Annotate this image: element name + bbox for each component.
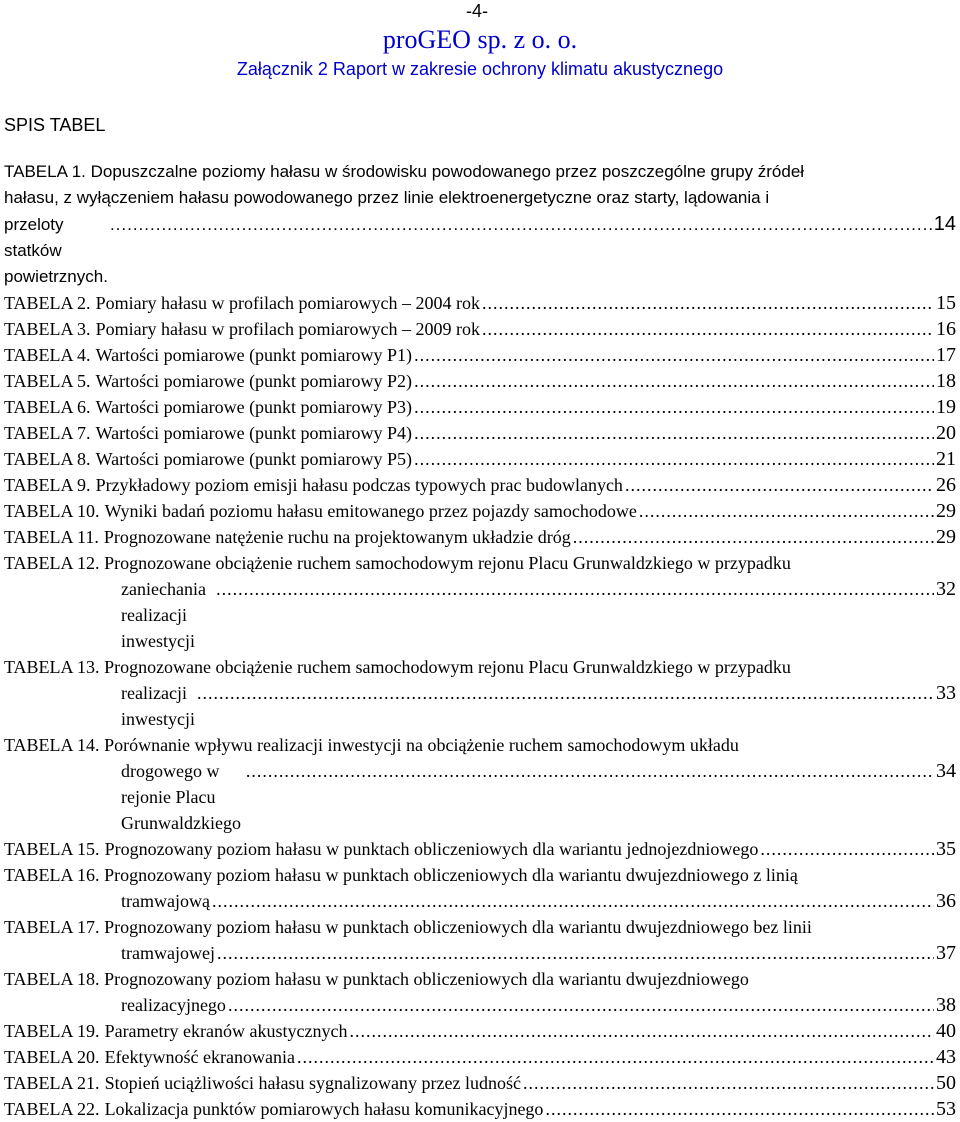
toc-entry-label: TABELA 7.: [4, 423, 91, 443]
toc-leader-dots: [414, 394, 934, 420]
toc-entry-label: TABELA 21.: [4, 1073, 100, 1093]
toc-entry-title: Prognozowany poziom hałasu w punktach obliczeniowych dla wariantu dwujezdniowego bez linii: [104, 917, 812, 937]
toc-entry-title: Lokalizacja punktów pomiarowych hałasu komunikacyjnego: [104, 1099, 544, 1119]
toc-entry-label: TABELA 17.: [4, 917, 100, 937]
toc-entry-title: Wartości pomiarowe (punkt pomiarowy P2): [95, 371, 413, 391]
toc-leader-dots: [228, 992, 934, 1018]
toc-page-number: 34: [936, 760, 956, 782]
toc-leader-dots: [110, 212, 932, 238]
toc-entry-tabela-10[interactable]: [4, 498, 956, 524]
toc-page-number: 35: [936, 838, 956, 860]
toc-entry-label: TABELA 9.: [4, 475, 91, 495]
toc-entry-label: TABELA 12.: [4, 553, 100, 573]
toc-entry-title: Prognozowany poziom hałasu w punktach obliczeniowych dla wariantu jednojezdniowego: [104, 839, 759, 859]
toc-entry-label: TABELA 15.: [4, 839, 100, 859]
toc-entry-line: [4, 550, 956, 576]
toc-page-number: 36: [936, 890, 956, 912]
toc-entry-label: TABELA 4.: [4, 345, 91, 365]
toc-leader-dots: [639, 498, 934, 524]
toc-page-number: 15: [936, 292, 956, 314]
toc-entry-title: Efektywność ekranowania: [104, 1047, 295, 1067]
toc-entry-last-line: [4, 211, 956, 290]
toc-entry-label: TABELA 3.: [4, 319, 91, 339]
toc-entry-tabela-12[interactable]: [4, 550, 956, 654]
toc-entry-title: Wartości pomiarowe (punkt pomiarowy P4): [95, 423, 413, 443]
toc-entry-title: Pomiary hałasu w profilach pomiarowych – 2009 rok: [95, 319, 480, 339]
toc-page-number: 29: [936, 526, 956, 548]
toc-entry-line: [4, 914, 956, 940]
toc-entry-label: TABELA 14.: [4, 735, 100, 755]
toc-page-number: 53: [936, 1098, 956, 1120]
toc-page-number: 17: [936, 344, 956, 366]
toc-entry-tabela-4[interactable]: [4, 342, 956, 368]
toc-entry-tabela-17[interactable]: [4, 914, 956, 966]
toc-entry-tabela-6[interactable]: [4, 394, 956, 420]
toc-entry-title-tail: zaniechania realizacji inwestycji: [121, 579, 206, 651]
toc-entry-last-line: [4, 940, 956, 966]
toc-leader-dots: [297, 1044, 934, 1070]
table-of-contents: [4, 159, 956, 1122]
toc-leader-dots: [545, 1096, 934, 1122]
toc-entry-title: Wartości pomiarowe (punkt pomiarowy P5): [95, 449, 413, 469]
toc-entry-last-line: [4, 888, 956, 914]
toc-page-number: 37: [936, 942, 956, 964]
toc-leader-dots: [197, 680, 934, 706]
toc-entry-label: TABELA 2.: [4, 293, 91, 313]
toc-page-number: 43: [936, 1046, 956, 1068]
toc-leader-dots: [482, 290, 934, 316]
toc-entry-title-tail: przeloty statków powietrznych.: [4, 215, 108, 286]
toc-entry-label: TABELA 16.: [4, 865, 100, 885]
toc-entry-title: Prognozowane obciążenie ruchem samochodowym rejonu Placu Grunwaldzkiego w przypadku: [104, 657, 791, 677]
toc-leader-dots: [414, 368, 934, 394]
toc-page-number: 21: [936, 448, 956, 470]
document-subtitle: Załącznik 2 Raport w zakresie ochrony klimatu akustycznego: [236, 59, 724, 79]
toc-entry-label: TABELA 18.: [4, 969, 100, 989]
toc-entry-last-line: [4, 758, 956, 836]
toc-entry-title-tail: realizacji inwestycji: [121, 683, 195, 729]
toc-leader-dots: [760, 836, 934, 862]
toc-entry-line: [4, 966, 956, 992]
toc-entry-label: TABELA 13.: [4, 657, 100, 677]
toc-entry-tabela-13[interactable]: [4, 654, 956, 732]
toc-entry-title-tail: tramwajową: [121, 891, 210, 911]
toc-entry-tabela-14[interactable]: [4, 732, 956, 836]
toc-page-number: 14: [933, 213, 956, 235]
toc-entry-label: TABELA 6.: [4, 397, 91, 417]
toc-entry-title-tail: drogowego w rejonie Placu Grunwaldzkiego: [121, 761, 241, 833]
toc-entry-title: Porównanie wpływu realizacji inwestycji na obciążenie ruchem samochodowym układu: [104, 735, 739, 755]
toc-page-number: 18: [936, 370, 956, 392]
page-number: -4-: [466, 1, 488, 21]
toc-entry-tabela-8[interactable]: [4, 446, 956, 472]
toc-entry-tabela-20[interactable]: [4, 1044, 956, 1070]
toc-entry-tabela-11[interactable]: [4, 524, 956, 550]
toc-page-number: 50: [936, 1072, 956, 1094]
toc-entry-last-line: [4, 680, 956, 732]
toc-leader-dots: [414, 342, 934, 368]
toc-entry-tabela-15[interactable]: [4, 836, 956, 862]
toc-page-number: 32: [936, 578, 956, 600]
toc-page-number: 38: [936, 994, 956, 1016]
toc-leader-dots: [217, 940, 934, 966]
toc-entry-title: Prognozowany poziom hałasu w punktach obliczeniowych dla wariantu dwujezdniowego z linią: [104, 865, 798, 885]
toc-page-number: 19: [936, 396, 956, 418]
toc-leader-dots: [246, 758, 934, 784]
toc-entry-title: Parametry ekranów akustycznych: [104, 1021, 348, 1041]
toc-entry-label: TABELA 11.: [4, 527, 99, 547]
toc-entry-tabela-5[interactable]: [4, 368, 956, 394]
toc-page-number: 29: [936, 500, 956, 522]
toc-page-number: 33: [936, 682, 956, 704]
toc-entry-title: Wartości pomiarowe (punkt pomiarowy P3): [95, 397, 413, 417]
toc-entry-title: Pomiary hałasu w profilach pomiarowych – 2004 rok: [95, 293, 480, 313]
toc-entry-tabela-19[interactable]: [4, 1018, 956, 1044]
toc-page-number: 40: [936, 1020, 956, 1042]
toc-entry-tabela-21[interactable]: [4, 1070, 956, 1096]
toc-entry-label: TABELA 19.: [4, 1021, 100, 1041]
toc-entry-title: Prognozowane natężenie ruchu na projektowanym układzie dróg: [103, 527, 571, 547]
toc-leader-dots: [573, 524, 934, 550]
toc-page-number: 26: [936, 474, 956, 496]
toc-page-number: 20: [936, 422, 956, 444]
toc-entry-tabela-22[interactable]: [4, 1096, 956, 1122]
toc-entry-label: TABELA 5.: [4, 371, 91, 391]
toc-entry-last-line: [4, 576, 956, 654]
toc-entry-tabela-2[interactable]: [4, 290, 956, 316]
toc-leader-dots: [482, 316, 934, 342]
toc-entry-title: Prognozowane obciążenie ruchem samochodowym rejonu Placu Grunwaldzkiego w przypadku: [104, 553, 791, 573]
toc-leader-dots: [349, 1018, 934, 1044]
toc-entry-title: Wyniki badań poziomu hałasu emitowanego przez pojazdy samochodowe: [104, 501, 637, 521]
toc-entry-tabela-3[interactable]: [4, 316, 956, 342]
section-heading: SPIS TABEL: [4, 115, 106, 135]
toc-leader-dots: [625, 472, 934, 498]
toc-entry-line: [4, 654, 956, 680]
toc-entry-tabela-1[interactable]: [4, 159, 956, 290]
toc-entry-line: [4, 862, 956, 888]
toc-leader-dots: [212, 888, 934, 914]
toc-entry-title-tail: realizacyjnego: [121, 995, 226, 1015]
toc-entry-title-tail: tramwajowej: [121, 943, 215, 963]
toc-entry-tabela-16[interactable]: [4, 862, 956, 914]
toc-leader-dots: [414, 420, 934, 446]
toc-page-number: 16: [936, 318, 956, 340]
toc-entry-title: Przykładowy poziom emisji hałasu podczas typowych prac budowlanych: [95, 475, 623, 495]
toc-entry-label: TABELA 22.: [4, 1099, 100, 1119]
toc-entry-label: TABELA 8.: [4, 449, 91, 469]
company-name: proGEO sp. z o. o.: [382, 25, 578, 54]
toc-entry-line: TABELA 1. Dopuszczalne poziomy hałasu w środowisku powodowanego przez poszczególne grupy źródeł: [4, 162, 805, 181]
toc-entry-last-line: [4, 992, 956, 1018]
toc-entry-label: TABELA 10.: [4, 501, 100, 521]
toc-entry-tabela-7[interactable]: [4, 420, 956, 446]
toc-entry-line: [4, 732, 956, 758]
toc-leader-dots: [414, 446, 934, 472]
toc-leader-dots: [216, 576, 934, 602]
toc-entry-tabela-9[interactable]: [4, 472, 956, 498]
toc-leader-dots: [523, 1070, 934, 1096]
toc-entry-tabela-18[interactable]: [4, 966, 956, 1018]
toc-entry-title: Stopień uciążliwości hałasu sygnalizowany przez ludność: [104, 1073, 521, 1093]
toc-entry-title: Wartości pomiarowe (punkt pomiarowy P1): [95, 345, 413, 365]
toc-entry-label: TABELA 20.: [4, 1047, 100, 1067]
toc-entry-line: hałasu, z wyłączeniem hałasu powodowanego przez linie elektroenergetyczne oraz starty, lądowania i: [4, 188, 770, 207]
toc-entry-title: Prognozowany poziom hałasu w punktach obliczeniowych dla wariantu dwujezdniowego: [104, 969, 749, 989]
